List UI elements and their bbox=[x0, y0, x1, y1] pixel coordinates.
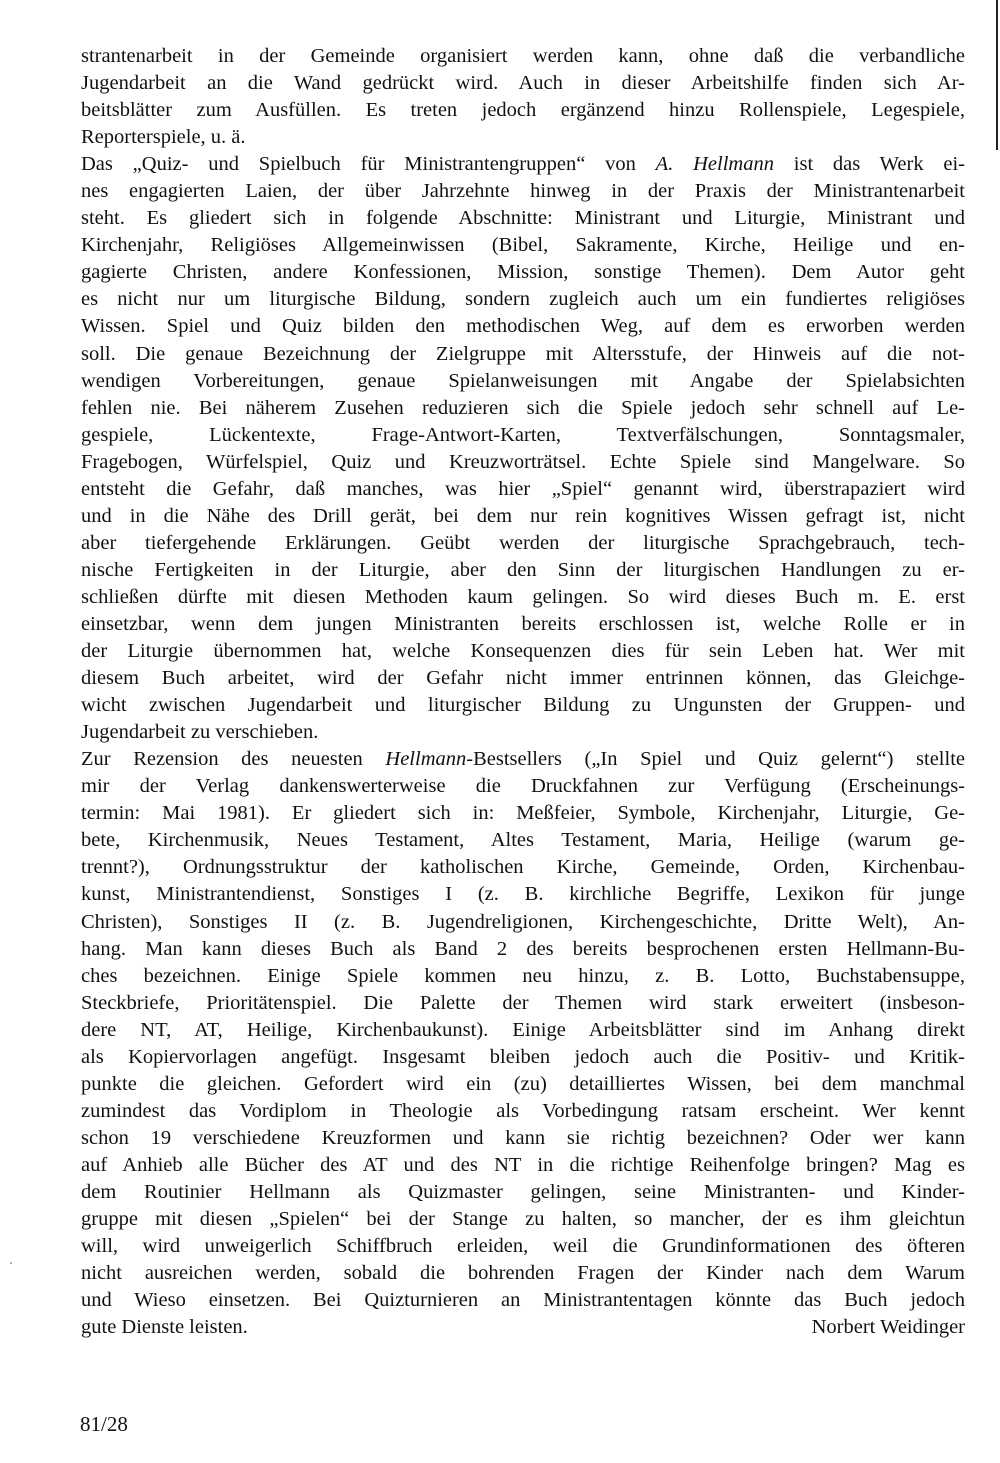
text-line: dem Routinier Hellmann als Quizmaster gelingen, seine Ministranten- und Kinder- bbox=[81, 1180, 965, 1203]
line-text: Das „Quiz- und Spielbuch für Ministrantengruppen“ von bbox=[81, 153, 656, 176]
text-line: Reporterspiele, u. ä. bbox=[81, 126, 246, 149]
text-line: nicht ausreichen werden, sobald die bohrenden Fragen der Kinder nach dem Warum bbox=[81, 1262, 965, 1285]
text-line: beitsblätter zum Ausfüllen. Es treten jedoch ergänzend hinzu Rollenspiele, Legespiele, bbox=[81, 99, 965, 122]
text-line: nes engagierten Laien, der über Jahrzehnte hinweg in der Praxis der Ministrantenarbeit bbox=[81, 180, 965, 203]
text-line: Kirchenjahr, Religiöses Allgemeinwissen (Bibel, Sakramente, Kirche, Heilige und en- bbox=[81, 234, 965, 257]
text-line: hang. Man kann dieses Buch als Band 2 des bereits besprochenen ersten Hellmann-Bu- bbox=[81, 937, 965, 960]
text-line: nische Fertigkeiten in der Liturgie, aber den Sinn der liturgischen Handlungen zu er- bbox=[81, 558, 965, 581]
text-line: gespiele, Lückentexte, Frage-Antwort-Karten, Textverfälschungen, Sonntagsmaler, bbox=[81, 423, 965, 446]
text-line: wicht zwischen Jugendarbeit und liturgischer Bildung zu Ungunsten der Gruppen- und bbox=[81, 694, 965, 717]
text-line: gagierte Christen, andere Konfessionen, Mission, sonstige Themen). Dem Autor geht bbox=[81, 261, 965, 284]
body-text bbox=[81, 43, 965, 1341]
margin-rule bbox=[996, 0, 998, 150]
text-line: auf Anhieb alle Bücher des AT und des NT in die richtige Reihenfolge bringen? Mag es bbox=[81, 1153, 965, 1176]
text-line: fehlen nie. Bei näherem Zusehen reduzieren sich die Spiele jedoch sehr schnell auf Le- bbox=[81, 396, 965, 419]
text-line: strantenarbeit in der Gemeinde organisiert werden kann, ohne daß die verbandliche bbox=[81, 45, 965, 67]
text-line: schließen dürfte mit diesen Methoden kaum gelingen. So wird dieses Buch m. E. erst bbox=[81, 585, 965, 608]
text-line: Wissen. Spiel und Quiz bilden den methodischen Weg, auf dem es erworben werden bbox=[81, 315, 965, 338]
text-line: steht. Es gliedert sich in folgende Abschnitte: Ministrant und Liturgie, Ministrant und bbox=[81, 207, 965, 230]
text-line: und Wieso einsetzen. Bei Quizturnieren an Ministrantentagen könnte das Buch jedoch bbox=[81, 1289, 965, 1312]
text-line: will, wird unweigerlich Schiffbruch erleiden, weil die Grundinformationen des öfteren bbox=[81, 1235, 965, 1258]
text-line: Jugendarbeit an die Wand gedrückt wird. Auch in dieser Arbeitshilfe finden sich Ar- bbox=[81, 72, 965, 95]
text-line: punkte die gleichen. Gefordert wird ein (zu) detailliertes Wissen, bei dem manchmal bbox=[81, 1072, 965, 1095]
text-line: zumindest das Vordiplom in Theologie als Vorbedingung ratsam erscheint. Wer kennt bbox=[81, 1099, 965, 1122]
text-line: mir der Verlag dankenswerterweise die Druckfahnen zur Verfügung (Erscheinungs- bbox=[81, 775, 965, 798]
text-line: bete, Kirchenmusik, Neues Testament, Altes Testament, Maria, Heilige (warum ge- bbox=[81, 829, 965, 852]
text-line: gruppe mit diesen „Spielen“ bei der Stange zu halten, so mancher, der es ihm gleichtun bbox=[81, 1208, 965, 1231]
text-line: als Kopiervorlagen angefügt. Insgesamt bleiben jedoch auch die Positiv- und Kritik- bbox=[81, 1045, 965, 1068]
line-text: Zur Rezension des neuesten bbox=[81, 748, 386, 771]
text-line: termin: Mai 1981). Er gliedert sich in: Meßfeier, Symbole, Kirchenjahr, Liturgie, Ge- bbox=[81, 802, 965, 825]
text-line: Christen), Sonstiges II (z. B. Jugendreligionen, Kirchengeschichte, Dritte Welt), An- bbox=[81, 910, 965, 933]
line-text: -Bestsellers („In Spiel und Quiz gelernt“) stellte bbox=[466, 748, 965, 771]
text-line: kunst, Ministrantendienst, Sonstiges I (z. B. kirchliche Begriffe, Lexikon für junge bbox=[81, 883, 965, 906]
text-line: entsteht die Gefahr, daß manches, was hier „Spiel“ genannt wird, überstrapaziert wird bbox=[81, 477, 965, 500]
closing-line bbox=[81, 1314, 965, 1341]
text-line: wendigen Vorbereitungen, genaue Spielanweisungen mit Angabe der Spielabsichten bbox=[81, 369, 965, 392]
text-line: einsetzbar, wenn dem jungen Ministranten bereits erschlossen ist, welche Rolle er in bbox=[81, 612, 965, 635]
line-text: ist das Werk ei- bbox=[773, 153, 965, 176]
text-line: schon 19 verschiedene Kreuzformen und kann sie richtig bezeichnen? Oder wer kann bbox=[81, 1126, 965, 1149]
text-line: soll. Die genaue Bezeichnung der Zielgruppe mit Altersstufe, der Hinweis auf die not- bbox=[81, 342, 965, 365]
paragraph-2 bbox=[81, 151, 965, 746]
author-name: Hellmann bbox=[385, 748, 467, 771]
page-number: 81/28 bbox=[80, 1412, 128, 1436]
text-line: aber tiefergehende Erklärungen. Geübt werden der liturgische Sprachgebrauch, tech- bbox=[81, 531, 965, 554]
closing-text: gute Dienste leisten. bbox=[81, 1316, 248, 1339]
author-signature: Norbert Weidinger bbox=[811, 1316, 965, 1339]
text-line: Fragebogen, Würfelspiel, Quiz und Kreuzworträtsel. Echte Spiele sind Mangelware. So bbox=[81, 450, 965, 473]
text-line bbox=[81, 151, 965, 178]
paragraph-3 bbox=[81, 746, 965, 1341]
text-line: diesem Buch arbeitet, wird der Gefahr nicht immer entrinnen können, das Gleichge- bbox=[81, 667, 965, 690]
author-name: A. Hellmann bbox=[655, 153, 774, 176]
text-line: und in die Nähe des Drill gerät, bei dem nur rein kognitives Wissen gefragt ist, nicht bbox=[81, 504, 965, 527]
text-line: dere NT, AT, Heilige, Kirchenbaukunst). Einige Arbeitsblätter sind im Anhang direkt bbox=[81, 1018, 965, 1041]
scan-speck bbox=[10, 1262, 12, 1264]
text-line: ches bezeichnen. Einige Spiele kommen neu hinzu, z. B. Lotto, Buchstabensuppe, bbox=[81, 964, 965, 987]
text-line: Jugendarbeit zu verschieben. bbox=[81, 721, 319, 744]
text-line bbox=[81, 746, 965, 773]
text-line: der Liturgie übernommen hat, welche Konsequenzen dies für sein Leben hat. Wer mit bbox=[81, 640, 965, 663]
text-line: es nicht nur um liturgische Bildung, sondern zugleich auch um ein fundiertes religiöses bbox=[81, 288, 965, 311]
paragraph-1 bbox=[81, 43, 965, 151]
text-line: trennt?), Ordnungsstruktur der katholischen Kirche, Gemeinde, Orden, Kirchenbau- bbox=[81, 856, 965, 879]
text-line: Steckbriefe, Prioritätenspiel. Die Palette der Themen wird stark erweitert (insbeson- bbox=[81, 991, 965, 1014]
